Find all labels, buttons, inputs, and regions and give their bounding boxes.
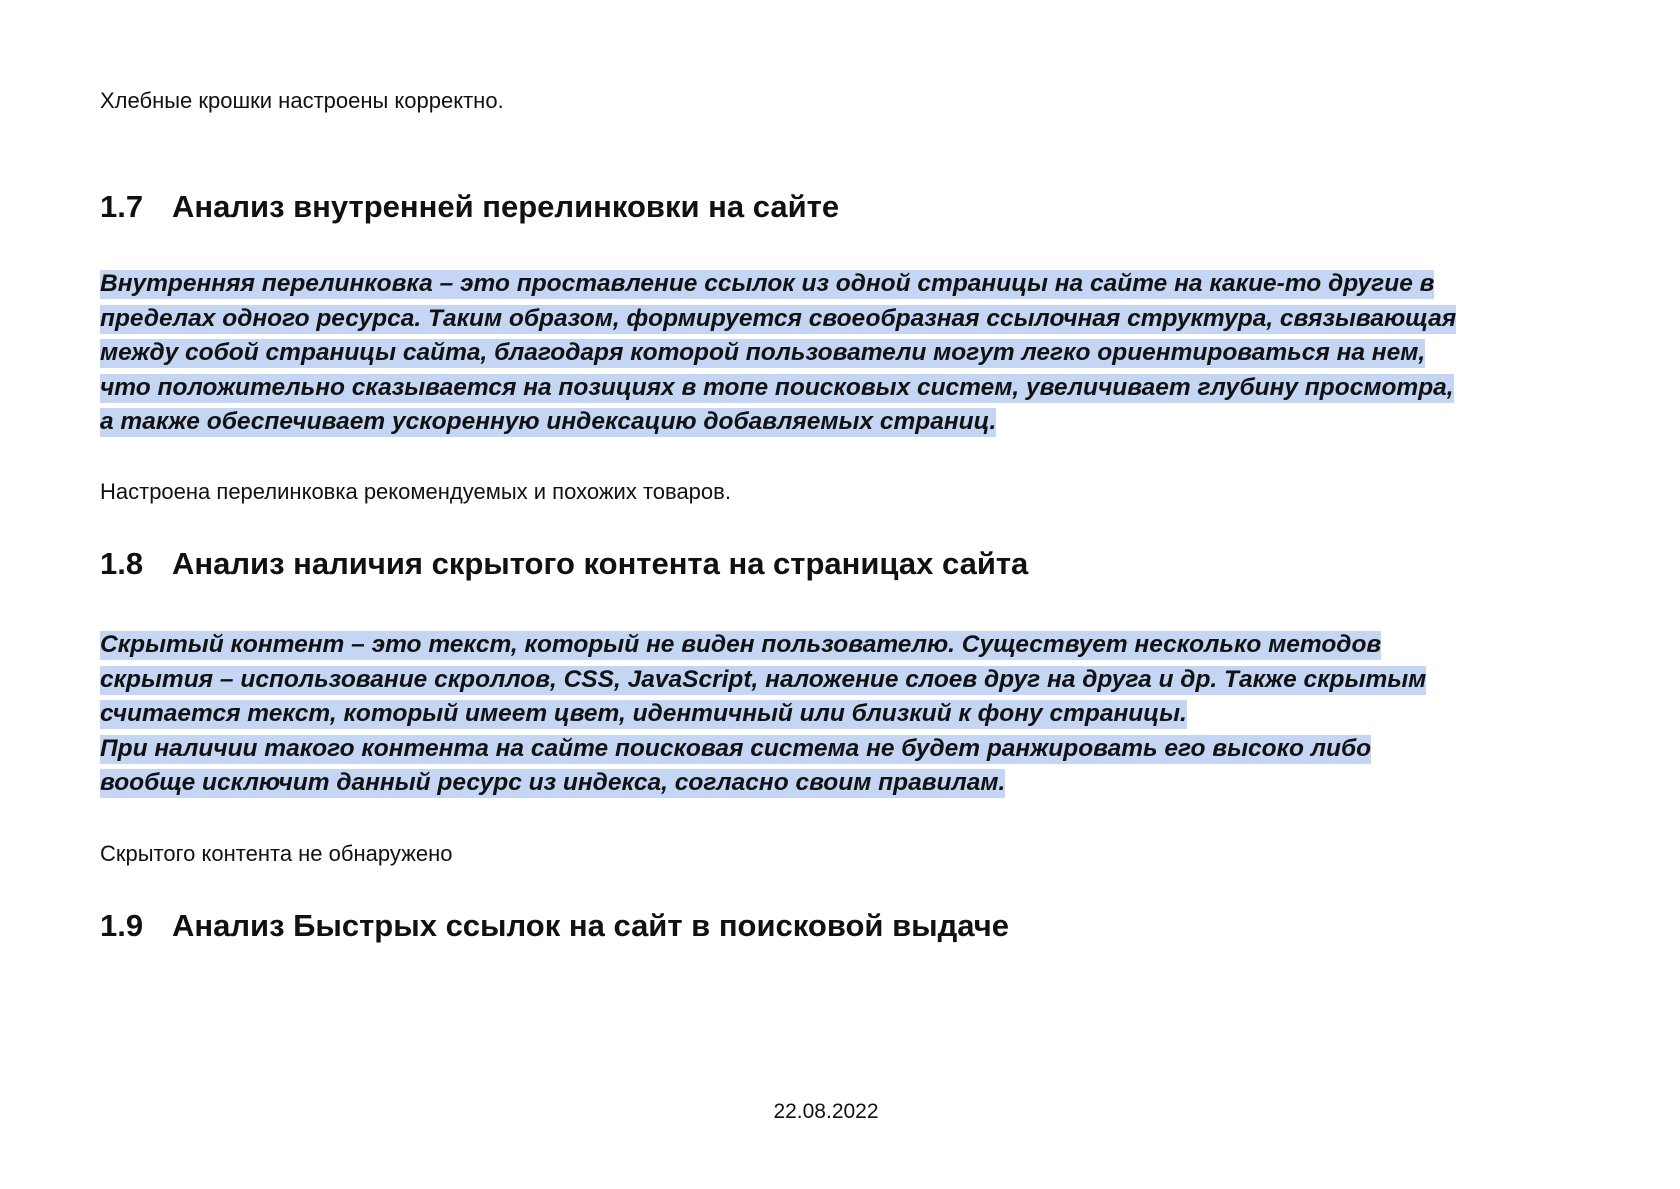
callout-line: что положительно сказывается на позициях в топе поисковых систем, увеличивает глубину просмотра, <box>100 373 1454 401</box>
definition-callout-hidden-content <box>100 628 1560 801</box>
section-result-1-7: Настроена перелинковка рекомендуемых и похожих товаров. <box>100 479 731 504</box>
callout-line: между собой страницы сайта, благодаря которой пользователи могут легко ориентироваться на нем, <box>100 339 1426 366</box>
callout-line: Внутренняя перелинковка – это проставление ссылок из одной страницы на сайте на какие-то другие в <box>100 270 1435 297</box>
breadcrumbs-note: Хлебные крошки настроены корректно. <box>100 88 504 113</box>
callout-line: скрытия – использование скроллов, CSS, JavaScript, наложение слоев друг на друга и др. Также скрытым <box>100 665 1427 693</box>
section-title: Анализ Быстрых ссылок на сайт в поисковой выдаче <box>172 908 1009 943</box>
callout-line: Скрытый контент – это текст, который не виден пользователю. Существует несколько методов <box>100 631 1382 658</box>
section-title: Анализ внутренней перелинковки на сайте <box>172 189 840 224</box>
section-heading-1-9 <box>100 907 1009 945</box>
callout-line: считается текст, который имеет цвет, идентичный или близкий к фону страницы. <box>100 700 1187 727</box>
section-number: 1.7 <box>100 189 144 224</box>
section-heading-1-8 <box>100 545 1028 583</box>
callout-line: пределах одного ресурса. Таким образом, формируется своеобразная ссылочная структура, связывающая <box>100 304 1457 332</box>
section-result-1-8: Скрытого контента не обнаружено <box>100 841 453 866</box>
definition-callout-interlinking <box>100 267 1560 440</box>
section-number: 1.9 <box>100 908 144 943</box>
callout-line: а также обеспечивает ускоренную индексацию добавляемых страниц. <box>100 408 997 435</box>
section-number: 1.8 <box>100 546 144 581</box>
section-heading-1-7 <box>100 188 839 226</box>
callout-line: При наличии такого контента на сайте поисковая система не будет ранжировать его высоко либо <box>100 734 1372 762</box>
callout-line: вообще исключит данный ресурс из индекса, согласно своим правилам. <box>100 769 1006 796</box>
section-title: Анализ наличия скрытого контента на страницах сайта <box>172 546 1029 581</box>
footer-date: 22.08.2022 <box>773 1100 879 1123</box>
